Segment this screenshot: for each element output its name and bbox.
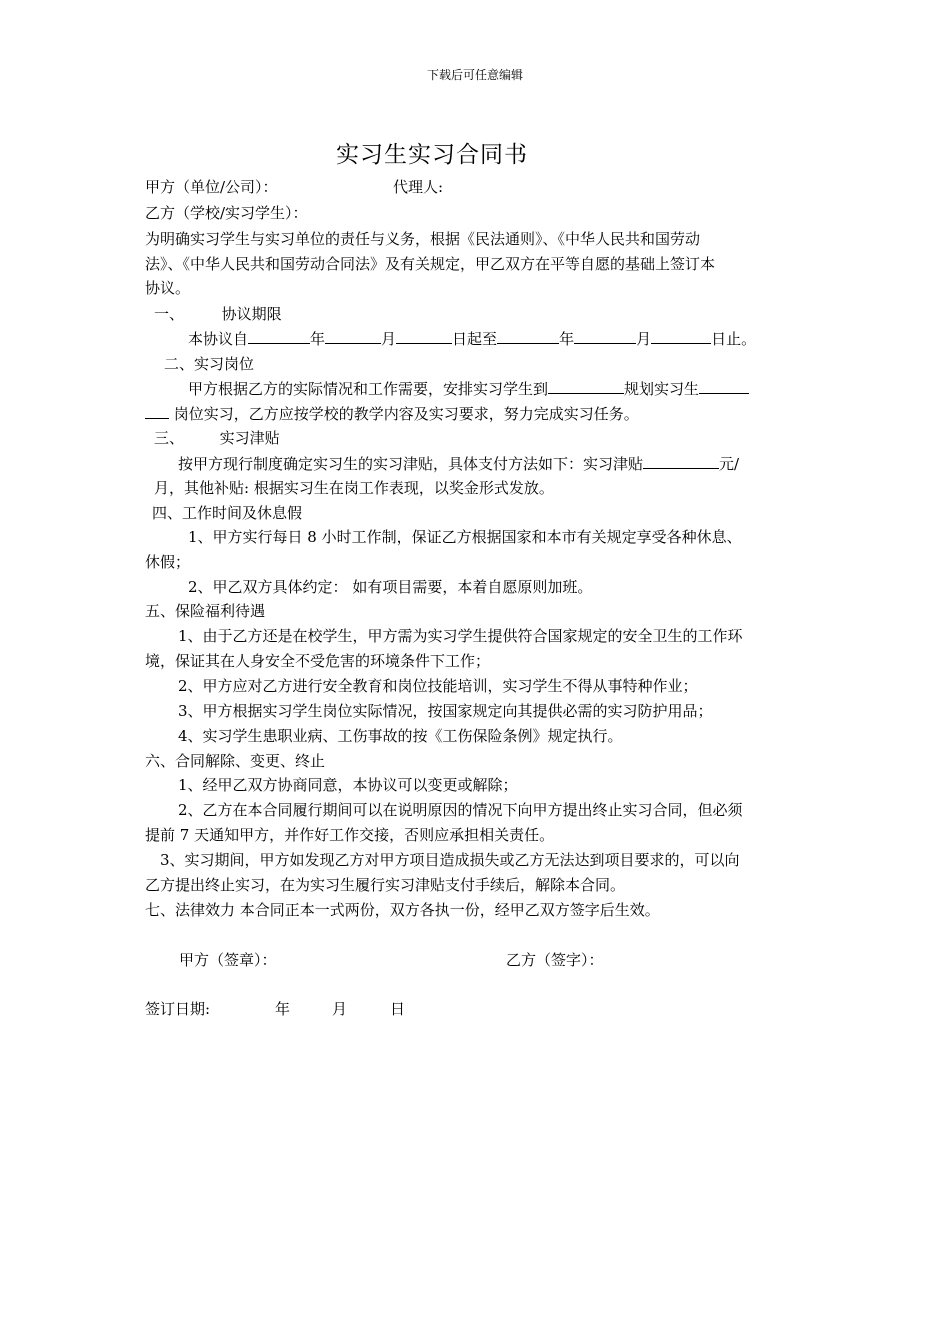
section6-line-3: 提前 7 天通知甲方，并作好工作交接，否则应承担相关责任。 <box>145 826 555 844</box>
sign-date-month: 月 <box>332 1000 348 1018</box>
section5-heading: 五、保险福利待遇 <box>145 602 266 620</box>
start-year-blank <box>248 328 310 344</box>
position-blank-cont <box>145 403 169 419</box>
document-title: 实习生实习合同书 <box>336 142 528 168</box>
section7-line: 七、法律效力 本合同正本一式两份，双方各执一份，经甲乙双方签字后生效。 <box>145 901 660 919</box>
end-year-blank <box>497 328 559 344</box>
department-blank <box>548 378 624 394</box>
agent-line <box>393 177 443 197</box>
section5-line-1: 1、由于乙方还是在校学生，甲方需为实习学生提供符合国家规定的安全卫生的工作环 <box>178 627 743 645</box>
section3-line-2: 月，其他补贴: 根据实习生在岗工作表现，以奖金形式发放。 <box>154 479 554 497</box>
section1-title: 协议期限 <box>221 305 282 323</box>
section1-number: 一、 <box>154 305 185 323</box>
section5-line-4: 3、甲方根据实习学生岗位实际情况，按国家规定向其提供必需的实习防护用品； <box>178 702 713 720</box>
section4-line-2: 休假； <box>145 553 191 571</box>
sign-date-day: 日 <box>390 1000 406 1018</box>
party-a-label: 甲方（单位/公司）： <box>145 178 278 196</box>
section1-heading <box>154 304 282 324</box>
section6-line-2: 2、乙方在本合同履行期间可以在说明原因的情况下向甲方提出终止实习合同，但必须 <box>178 801 743 819</box>
end-month-blank <box>574 328 636 344</box>
section4-heading: 四、工作时间及休息假 <box>152 504 303 522</box>
section4-line-3: 2、甲乙双方具体约定： 如有项目需要，本着自愿原则加班。 <box>188 578 593 596</box>
section2-line-1: 甲方根据乙方的实际情况和工作需要，安排实习学生到 规划实习生 <box>188 378 749 399</box>
section3-line-1: 按甲方现行制度确定实习生的实习津贴，具体支付方法如下：实习津贴 元/ <box>178 455 740 473</box>
section3-title: 实习津贴 <box>219 429 280 447</box>
section6-line-5: 乙方提出终止实习，在为实习生履行实习津贴支付手续后，解除本合同。 <box>145 876 626 894</box>
position-blank <box>699 378 749 394</box>
end-day-blank <box>651 328 711 344</box>
party-b-signature-label: 乙方（签字）： <box>506 951 604 969</box>
agent-label: 代理人: <box>393 178 444 196</box>
preamble-line-1: 为明确实习学生与实习单位的责任与义务，根据《民法通则》、《中华人民共和国劳动 <box>145 230 701 248</box>
party-b-label: 乙方（学校/实习学生）： <box>145 204 308 222</box>
preamble-line-3: 协议。 <box>145 279 191 297</box>
section5-line-3: 2、甲方应对乙方进行安全教育和岗位技能培训，实习学生不得从事特种作业； <box>178 677 698 695</box>
party-b-line <box>145 203 308 223</box>
section6-line-4: 3、实习期间，甲方如发现乙方对甲方项目造成损失或乙方无法达到项目要求的，可以向 <box>160 851 740 869</box>
section6-heading: 六、合同解除、变更、终止 <box>145 752 326 770</box>
party-a-signature-label: 甲方（签章）： <box>179 951 277 969</box>
section3-heading <box>154 428 280 448</box>
start-day-blank <box>396 328 452 344</box>
allowance-blank <box>643 453 719 469</box>
section5-line-2: 境，保证其在人身安全不受危害的环境条件下工作； <box>145 652 491 670</box>
start-month-blank <box>325 328 381 344</box>
header-note: 下载后可任意编辑 <box>426 68 523 82</box>
section6-line-1: 1、经甲乙双方协商同意，本协议可以变更或解除； <box>178 776 518 794</box>
party-a-line <box>145 177 278 197</box>
section3-number: 三、 <box>154 429 185 447</box>
preamble-line-2: 法》、《中华人民共和国劳动合同法》及有关规定，甲乙双方在平等自愿的基础上签订本 <box>145 255 716 273</box>
sign-date-label: 签订日期: <box>145 1000 211 1018</box>
sign-date-year: 年 <box>275 1000 291 1018</box>
section2-heading: 二、实习岗位 <box>164 355 255 373</box>
section5-line-5: 4、实习学生患职业病、工伤事故的按《工伤保险条例》规定执行。 <box>178 727 623 745</box>
section2-line-2: 岗位实习，乙方应按学校的教学内容及实习要求，努力完成实习任务。 <box>145 403 639 424</box>
section4-line-1: 1、甲方实行每日 8 小时工作制，保证乙方根据国家和本市有关规定享受各种休息、 <box>188 528 742 546</box>
section1-term-line: 本协议自 年 月 日起至 年 月 日止。 <box>188 330 757 348</box>
